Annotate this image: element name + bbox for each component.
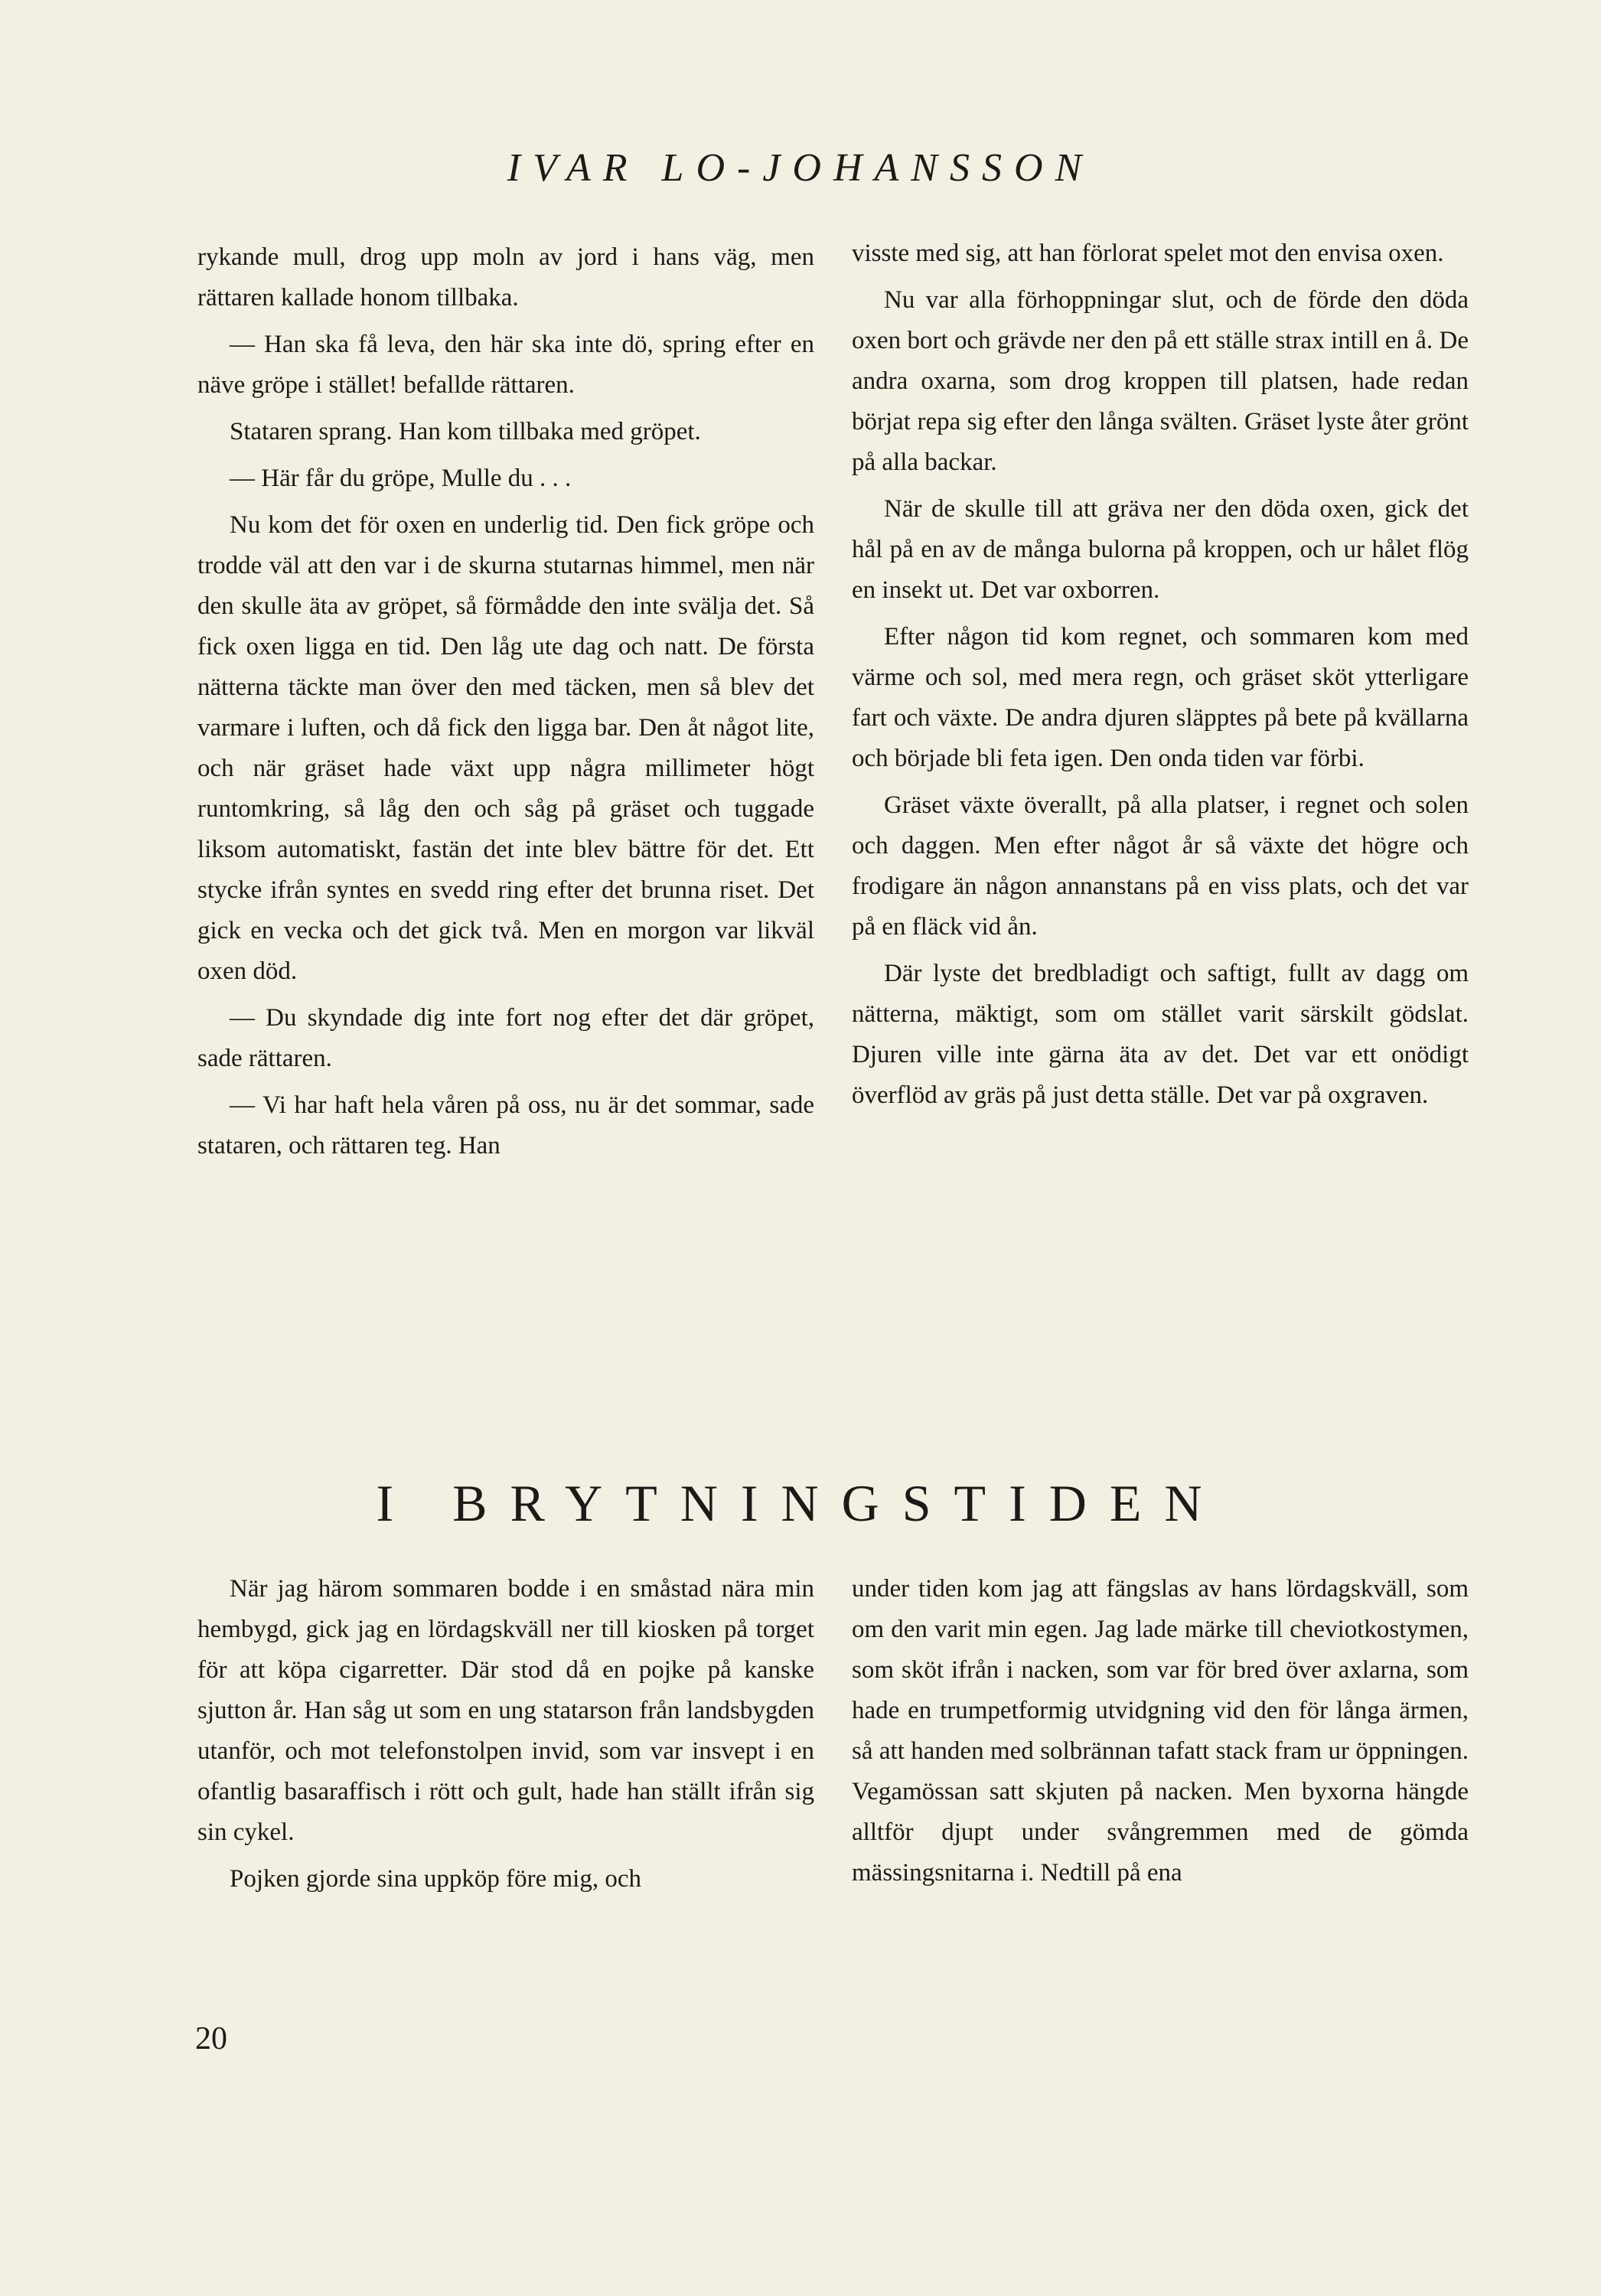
page-number: 20 xyxy=(195,2021,227,2056)
paragraph: rykande mull, drog upp moln av jord i hans väg, men rättaren kallade honom tillbaka. xyxy=(197,243,814,311)
paragraph: — Här får du gröpe, Mulle du . . . xyxy=(230,465,572,492)
paragraph: Nu var alla förhoppningar slut, och de förde den döda oxen bort och grävde ner den på ett ställe strax intill en å. De andra oxarna, som drog kroppen till platsen, hade redan börjat repa sig efter den långa svälten. Gräset lyste åter grönt på alla backar. xyxy=(852,286,1469,476)
paragraph: under tiden kom jag att fängslas av hans lördagskväll, som om den varit min egen. Jag lade märke till cheviotkostymen, som sköt ifrån i nacken, som var för bred över axlarna, som hade en trumpetformig utvidgning vid den för långa ärmen, så att handen med solbrännan tafatt stack fram ur öppningen. Vegamössan satt skjuten på nacken. Men byxorna hängde alltför djupt under svångremmen med de gömda mässingsnitarna i. Nedtill på ena xyxy=(852,1575,1469,1887)
paragraph: Där lyste det bredbladigt och saftigt, fullt av dagg om nätterna, mäktigt, som om stället varit särskilt gödslat. Djuren ville inte gärna äta av det. Det var ett onödigt överflöd av gräs på just detta ställe. Det var på oxgraven. xyxy=(852,960,1469,1109)
paragraph: När de skulle till att gräva ner den döda oxen, gick det hål på en av de många bulorna på kroppen, och ur hålet flög en insekt ut. Det var oxborren. xyxy=(852,495,1469,604)
bottom-right-column xyxy=(852,1569,1469,1900)
top-right-column xyxy=(852,233,1469,1122)
running-header: IVAR LO-JOHANSSON xyxy=(507,146,1094,190)
paragraph: Pojken gjorde sina uppköp före mig, och xyxy=(230,1865,641,1893)
paragraph: Nu kom det för oxen en underlig tid. Den fick gröpe och trodde väl att den var i de skurna stutarnas himmel, men när den skulle äta av gröpet, så förmådde den inte svälja det. Så fick oxen ligga en tid. Den låg ute dag och natt. De första nätterna täckte man över den med täcken, men så blev det varmare i luften, och då fick den ligga bar. Den åt något lite, och när gräset hade växt upp några millimeter högt runtomkring, så låg den och såg på gräset och tuggade liksom automatiskt, fastän det inte blev bättre för det. Ett stycke ifrån syntes en svedd ring efter det brunna riset. Det gick en vecka och det gick två. Men en morgon var likväl oxen död. xyxy=(197,511,814,985)
paragraph: Gräset växte överallt, på alla platser, i regnet och solen och daggen. Men efter något år så växte det högre och frodigare än någon annanstans på en viss plats, och det var på en fläck vid ån. xyxy=(852,791,1469,941)
section-title: I BRYTNINGSTIDEN xyxy=(376,1474,1225,1532)
paragraph: Stataren sprang. Han kom tillbaka med gröpet. xyxy=(230,418,701,445)
paragraph: — Du skyndade dig inte fort nog efter det där gröpet, sade rättaren. xyxy=(197,1004,814,1072)
bottom-left-column xyxy=(197,1569,814,1906)
paragraph: — Han ska få leva, den här ska inte dö, spring efter en näve gröpe i stället! befallde rättaren. xyxy=(197,331,814,399)
paragraph: När jag härom sommaren bodde i en småstad nära min hembygd, gick jag en lördagskväll ner till kiosken på torget för att köpa cigarretter. Där stod då en pojke på kanske sjutton år. Han såg ut som en ung statarson från landsbygden utanför, och mot telefonstolpen invid, som var insvept i en ofantlig basaraffisch i rött och gult, hade han ställt ifrån sig sin cykel. xyxy=(197,1575,814,1846)
paragraph: visste med sig, att han förlorat spelet mot den envisa oxen. xyxy=(852,240,1444,267)
top-left-column xyxy=(197,237,814,1172)
paragraph: — Vi har haft hela våren på oss, nu är det sommar, sade stataren, och rättaren teg. Han xyxy=(197,1091,814,1159)
paragraph: Efter någon tid kom regnet, och sommaren kom med värme och sol, med mera regn, och gräset sköt ytterligare fart och växte. De andra djuren släpptes på bete på kvällarna och började bli feta igen. Den onda tiden var förbi. xyxy=(852,623,1469,772)
